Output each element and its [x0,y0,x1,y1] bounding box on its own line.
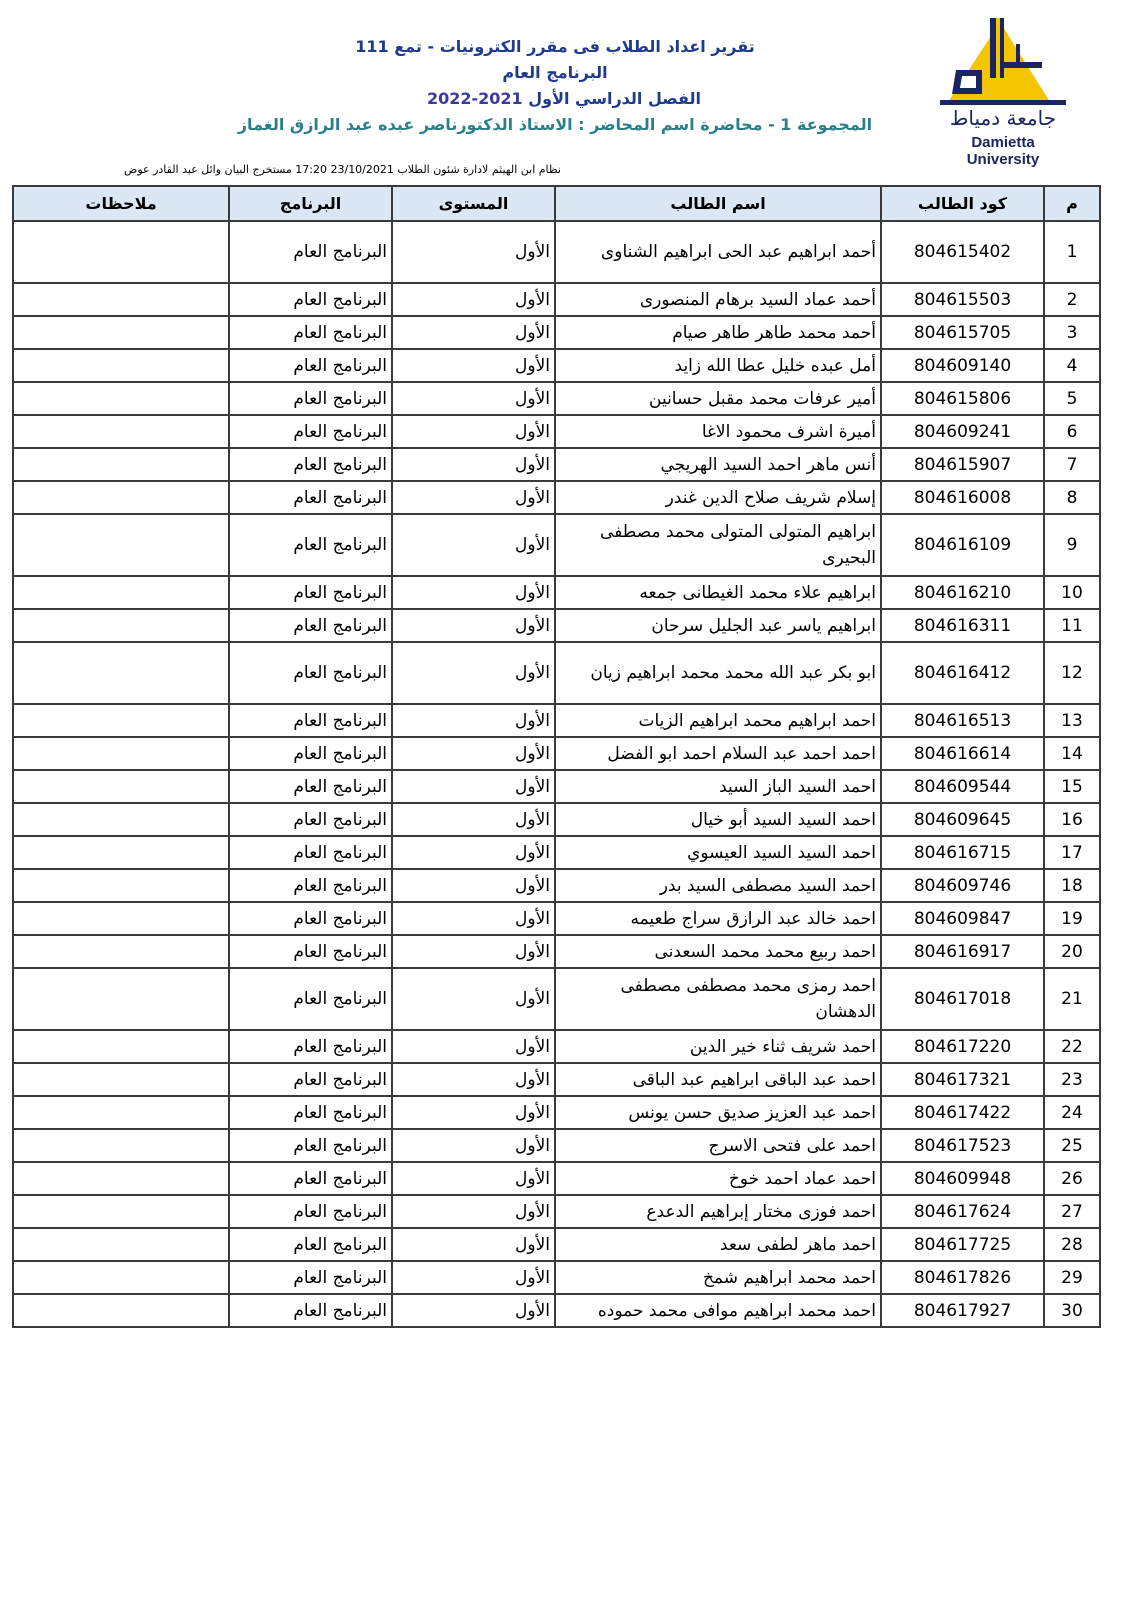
student-program: البرنامج العام [229,704,392,737]
student-level: الأول [392,1096,555,1129]
student-name: احمد محمد ابراهيم شمخ [555,1261,881,1294]
student-code: 804616917 [881,935,1044,968]
student-program: البرنامج العام [229,576,392,609]
student-code: 804609746 [881,869,1044,902]
student-level: الأول [392,349,555,382]
student-program: البرنامج العام [229,514,392,576]
student-level: الأول [392,968,555,1030]
table-row [13,609,1100,642]
student-notes [13,1228,229,1261]
student-name: أحمد محمد طاهر طاهر صيام [555,316,881,349]
student-notes [13,968,229,1030]
row-index: 7 [1044,448,1100,481]
student-level: الأول [392,704,555,737]
student-level: الأول [392,836,555,869]
student-program: البرنامج العام [229,1294,392,1327]
student-code: 804609544 [881,770,1044,803]
table-row [13,1063,1100,1096]
student-name: احمد احمد عبد السلام احمد ابو الفضل [555,737,881,770]
student-program: البرنامج العام [229,869,392,902]
row-index: 14 [1044,737,1100,770]
row-index: 27 [1044,1195,1100,1228]
student-notes [13,221,229,283]
col-header-notes: ملاحظات [13,186,229,221]
student-name: احمد شريف ثناء خير الدين [555,1030,881,1063]
semester-label: الفصل الدراسي الأول [528,89,702,108]
student-level: الأول [392,869,555,902]
student-level: الأول [392,609,555,642]
table-row [13,1228,1100,1261]
student-program: البرنامج العام [229,1261,392,1294]
table-row [13,869,1100,902]
table-row [13,770,1100,803]
student-notes [13,609,229,642]
col-header-index: م [1044,186,1100,221]
student-level: الأول [392,1261,555,1294]
student-code: 804609140 [881,349,1044,382]
table-row [13,1195,1100,1228]
student-name: احمد على فتحى الاسرج [555,1129,881,1162]
student-program: البرنامج العام [229,316,392,349]
student-level: الأول [392,576,555,609]
student-level: الأول [392,1162,555,1195]
student-code: 804617826 [881,1261,1044,1294]
table-row [13,704,1100,737]
student-code: 804615402 [881,221,1044,283]
student-level: الأول [392,382,555,415]
student-program: البرنامج العام [229,221,392,283]
student-program: البرنامج العام [229,935,392,968]
row-index: 2 [1044,283,1100,316]
student-program: البرنامج العام [229,1129,392,1162]
logo-arabic-text: جامعة دمياط [949,106,1057,130]
student-code: 804609847 [881,902,1044,935]
table-row [13,836,1100,869]
student-program: البرنامج العام [229,642,392,704]
student-notes [13,869,229,902]
row-index: 30 [1044,1294,1100,1327]
student-code: 804615806 [881,382,1044,415]
student-program: البرنامج العام [229,1228,392,1261]
table-row [13,349,1100,382]
student-name: ابراهيم المتولى المتولى محمد مصطفى البحيرى [555,514,881,576]
student-notes [13,770,229,803]
student-name: ابراهيم ياسر عبد الجليل سرحان [555,609,881,642]
student-level: الأول [392,1228,555,1261]
student-level: الأول [392,221,555,283]
student-code: 804609241 [881,415,1044,448]
student-notes [13,1129,229,1162]
student-level: الأول [392,316,555,349]
group-lecturer-line: المجموعة 1 - محاضرة اسم المحاضر : الاستاذ الدكتورناصر عبده عبد الرازق الغماز [237,115,873,134]
student-name: احمد محمد ابراهيم موافى محمد حموده [555,1294,881,1327]
student-level: الأول [392,770,555,803]
table-row [13,803,1100,836]
student-program: البرنامج العام [229,448,392,481]
university-logo [938,14,1068,168]
logo-english-text: Damietta University [966,134,1040,168]
student-program: البرنامج العام [229,1030,392,1063]
student-name: أميرة اشرف محمود الاغا [555,415,881,448]
table-row [13,415,1100,448]
student-program: البرنامج العام [229,1195,392,1228]
students-table [12,185,1101,1328]
row-index: 12 [1044,642,1100,704]
student-notes [13,349,229,382]
student-code: 804617422 [881,1096,1044,1129]
table-row [13,283,1100,316]
row-index: 16 [1044,803,1100,836]
student-program: البرنامج العام [229,349,392,382]
student-notes [13,1195,229,1228]
student-level: الأول [392,283,555,316]
student-name: احمد عماد احمد خوخ [555,1162,881,1195]
row-index: 15 [1044,770,1100,803]
student-name: احمد ابراهيم محمد ابراهيم الزيات [555,704,881,737]
col-header-code: كود الطالب [881,186,1044,221]
row-index: 5 [1044,382,1100,415]
table-row [13,316,1100,349]
row-index: 17 [1044,836,1100,869]
table-row [13,382,1100,415]
table-row [13,935,1100,968]
student-notes [13,283,229,316]
student-notes [13,836,229,869]
student-program: البرنامج العام [229,481,392,514]
student-program: البرنامج العام [229,737,392,770]
table-row [13,902,1100,935]
student-level: الأول [392,1063,555,1096]
row-index: 1 [1044,221,1100,283]
table-row [13,1261,1100,1294]
row-index: 6 [1044,415,1100,448]
student-code: 804617321 [881,1063,1044,1096]
student-program: البرنامج العام [229,609,392,642]
row-index: 21 [1044,968,1100,1030]
row-index: 20 [1044,935,1100,968]
student-level: الأول [392,1294,555,1327]
row-index: 18 [1044,869,1100,902]
student-program: البرنامج العام [229,382,392,415]
student-program: البرنامج العام [229,283,392,316]
student-code: 804617624 [881,1195,1044,1228]
student-code: 804616008 [881,481,1044,514]
student-code: 804615907 [881,448,1044,481]
student-name: أمل عبده خليل عطا الله زايد [555,349,881,382]
student-level: الأول [392,803,555,836]
student-level: الأول [392,1195,555,1228]
student-notes [13,1261,229,1294]
student-notes [13,704,229,737]
student-name: ابو بكر عبد الله محمد محمد ابراهيم زيان [555,642,881,704]
student-program: البرنامج العام [229,803,392,836]
student-notes [13,1063,229,1096]
table-row [13,481,1100,514]
row-index: 10 [1044,576,1100,609]
student-notes [13,935,229,968]
table-row [13,1162,1100,1195]
student-notes [13,448,229,481]
student-notes [13,316,229,349]
student-program: البرنامج العام [229,902,392,935]
academic-year: 2021-2022 [426,89,523,108]
student-code: 804616412 [881,642,1044,704]
student-program: البرنامج العام [229,968,392,1030]
student-notes [13,481,229,514]
table-row [13,1096,1100,1129]
student-code: 804617018 [881,968,1044,1030]
student-notes [13,576,229,609]
student-name: احمد ربيع محمد محمد السعدنى [555,935,881,968]
student-code: 804616715 [881,836,1044,869]
student-name: احمد عبد العزيز صديق حسن يونس [555,1096,881,1129]
row-index: 26 [1044,1162,1100,1195]
report-titles [230,34,880,138]
student-code: 804617725 [881,1228,1044,1261]
table-row [13,576,1100,609]
table-body [13,221,1100,1327]
student-name: أمير عرفات محمد مقبل حسانين [555,382,881,415]
student-level: الأول [392,737,555,770]
student-level: الأول [392,448,555,481]
student-level: الأول [392,902,555,935]
student-code: 804616109 [881,514,1044,576]
student-notes [13,1162,229,1195]
row-index: 25 [1044,1129,1100,1162]
student-name: أحمد عماد السيد برهام المنصورى [555,283,881,316]
program-title: البرنامج العام [502,63,608,82]
student-level: الأول [392,415,555,448]
row-index: 24 [1044,1096,1100,1129]
student-name: احمد السيد السيد أبو خيال [555,803,881,836]
student-name: احمد السيد السيد العيسوي [555,836,881,869]
student-code: 804617927 [881,1294,1044,1327]
student-name: احمد ماهر لطفى سعد [555,1228,881,1261]
table-row [13,1030,1100,1063]
student-program: البرنامج العام [229,415,392,448]
row-index: 11 [1044,609,1100,642]
student-name: احمد السيد الباز السيد [555,770,881,803]
student-code: 804616210 [881,576,1044,609]
student-name: إسلام شريف صلاح الدين غندر [555,481,881,514]
row-index: 8 [1044,481,1100,514]
row-index: 22 [1044,1030,1100,1063]
table-row [13,1129,1100,1162]
student-notes [13,737,229,770]
row-index: 3 [1044,316,1100,349]
table-row [13,642,1100,704]
table-row [13,448,1100,481]
logo-emblem-icon [938,14,1068,109]
col-header-name: اسم الطالب [555,186,881,221]
student-name: احمد خالد عبد الرازق سراج طعيمه [555,902,881,935]
student-notes [13,1096,229,1129]
student-name: ابراهيم علاء محمد الغيطانى جمعه [555,576,881,609]
student-notes [13,382,229,415]
student-level: الأول [392,642,555,704]
row-index: 19 [1044,902,1100,935]
student-notes [13,642,229,704]
student-level: الأول [392,514,555,576]
student-code: 804609645 [881,803,1044,836]
report-title: تقرير اعداد الطلاب فى مقرر الكترونيات - تمع 111 [355,37,755,56]
row-index: 4 [1044,349,1100,382]
table-row [13,737,1100,770]
table-row [13,221,1100,283]
student-name: احمد رمزى محمد مصطفى مصطفى الدهشان [555,968,881,1030]
student-level: الأول [392,935,555,968]
student-program: البرنامج العام [229,836,392,869]
student-code: 804617523 [881,1129,1044,1162]
student-name: احمد عبد الباقى ابراهيم عبد الباقى [555,1063,881,1096]
table-row [13,1294,1100,1327]
col-header-program: البرنامج [229,186,392,221]
table-row [13,968,1100,1030]
student-notes [13,514,229,576]
student-code: 804616614 [881,737,1044,770]
row-index: 23 [1044,1063,1100,1096]
student-name: احمد السيد مصطفى السيد بدر [555,869,881,902]
student-code: 804615705 [881,316,1044,349]
student-program: البرنامج العام [229,1162,392,1195]
system-meta-line: نظام ابن الهيثم لادارة شئون الطلاب 23/10/2021 17:20 مستخرج البيان وائل عبد القادر عوض [124,163,561,176]
table-row [13,514,1100,576]
student-code: 804616513 [881,704,1044,737]
row-index: 13 [1044,704,1100,737]
student-notes [13,1030,229,1063]
row-index: 29 [1044,1261,1100,1294]
student-level: الأول [392,1030,555,1063]
student-notes [13,1294,229,1327]
student-program: البرنامج العام [229,770,392,803]
table-header-row [13,186,1100,221]
row-index: 28 [1044,1228,1100,1261]
student-code: 804617220 [881,1030,1044,1063]
report-header [0,0,1131,168]
student-notes [13,803,229,836]
student-notes [13,902,229,935]
student-name: أنس ماهر احمد السيد الهريجي [555,448,881,481]
term-line [230,86,880,112]
student-code: 804609948 [881,1162,1044,1195]
student-level: الأول [392,1129,555,1162]
student-name: احمد فوزى مختار إبراهيم الدعدع [555,1195,881,1228]
student-code: 804615503 [881,283,1044,316]
student-name: أحمد ابراهيم عبد الحى ابراهيم الشناوى [555,221,881,283]
student-level: الأول [392,481,555,514]
student-program: البرنامج العام [229,1063,392,1096]
student-program: البرنامج العام [229,1096,392,1129]
col-header-level: المستوى [392,186,555,221]
student-code: 804616311 [881,609,1044,642]
student-notes [13,415,229,448]
row-index: 9 [1044,514,1100,576]
